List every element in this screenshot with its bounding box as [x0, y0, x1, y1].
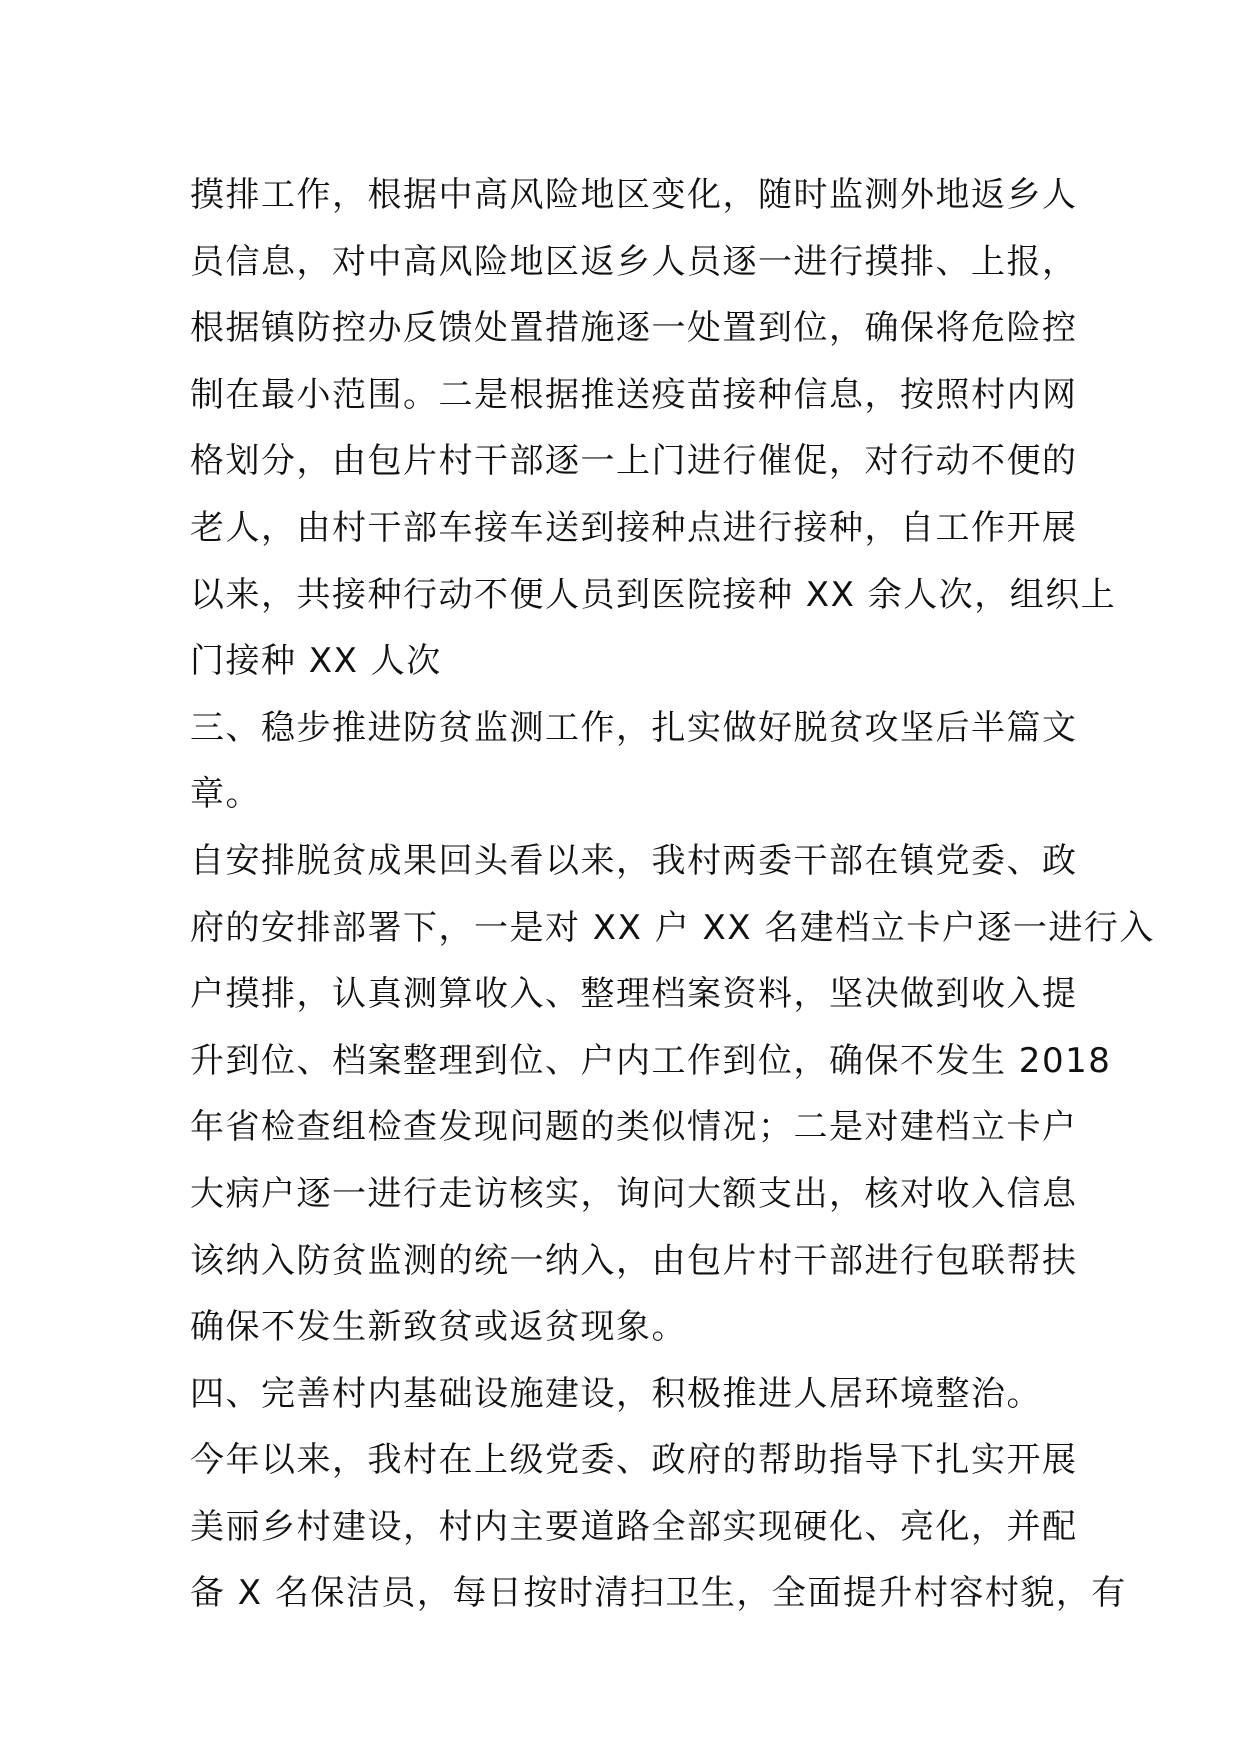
text-line: 员信息，对中高风险地区返乡人员逐一进行摸排、上报， [190, 241, 1078, 282]
text-line: 大病户逐一进行走访核实，询问大额支出，核对收入信息 [190, 1173, 1078, 1214]
text-line: 老人，由村干部车接车送到接种点进行接种，自工作开展 [190, 507, 1078, 548]
text-line: 今年以来，我村在上级党委、政府的帮助指导下扎实开展 [190, 1440, 1078, 1481]
text-line: 摸排工作，根据中高风险地区变化，随时监测外地返乡人 [190, 175, 1078, 215]
text-line: 自安排脱贫成果回头看以来，我村两委干部在镇党委、政 [190, 840, 1078, 881]
text-line: 确保不发生新致贫或返贫现象。 [190, 1307, 687, 1348]
text-line: 美丽乡村建设，村内主要道路全部实现硬化、亮化，并配 [190, 1506, 1078, 1547]
text-line: 户摸排，认真测算收入、整理档案资料，坚决做到收入提 [190, 974, 1078, 1015]
text-line: 制在最小范围。二是根据推送疫苗接种信息，按照村内网 [190, 374, 1078, 415]
section-heading-3: 三、稳步推进防贫监测工作，扎实做好脱贫攻坚后半篇文 [190, 707, 1078, 748]
document-body [190, 162, 1155, 1627]
text-line: 根据镇防控办反馈处置措施逐一处置到位，确保将危险控 [190, 308, 1078, 349]
text-line: 年省检查组检查发现问题的类似情况；二是对建档立卡户 [190, 1107, 1078, 1148]
text-line: 格划分，由包片村干部逐一上门进行催促，对行动不便的 [190, 441, 1078, 482]
text-line: 府的安排部署下，一是对 XX 户 XX 名建档立卡户逐一进行入 [190, 907, 1155, 948]
text-line: 升到位、档案整理到位、户内工作到位，确保不发生 2018 [190, 1040, 1112, 1081]
section-heading-4: 四、完善村内基础设施建设，积极推进人居环境整治。 [190, 1373, 1042, 1414]
text-line: 该纳入防贫监测的统一纳入，由包片村干部进行包联帮扶 [190, 1240, 1078, 1281]
section-heading-3-cont: 章。 [190, 774, 261, 815]
text-line: 门接种 XX 人次 [190, 641, 442, 682]
text-line: 以来，共接种行动不便人员到医院接种 XX 余人次，组织上 [190, 574, 1117, 615]
text-line: 备 X 名保洁员，每日按时清扫卫生，全面提升村容村貌，有 [190, 1573, 1127, 1614]
